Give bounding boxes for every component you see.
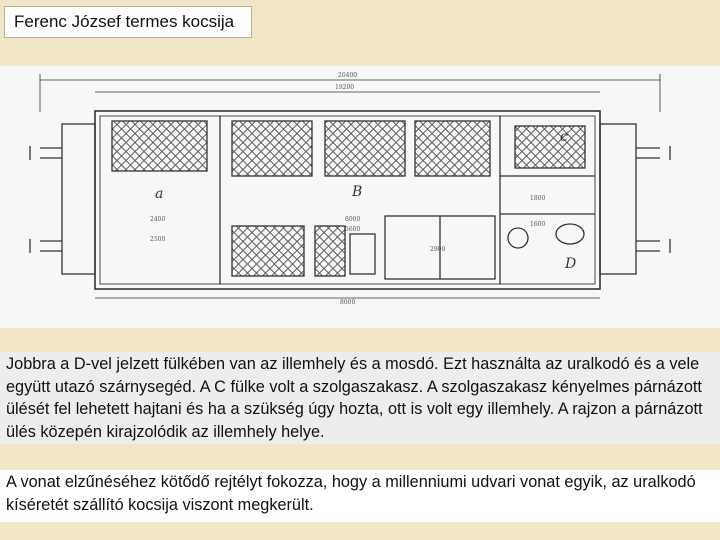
dim-a-top: 2400: [150, 216, 166, 223]
room-label-a: a: [155, 186, 164, 202]
floor-plan-svg: [0, 66, 720, 328]
dim-length-bottom: 8000: [340, 299, 356, 306]
railcar-floor-plan: [0, 66, 720, 328]
dim-body: 19200: [335, 84, 355, 91]
dim-a-bottom: 2500: [150, 236, 166, 243]
dim-overall: 26400: [338, 72, 358, 79]
slide-title: Ferenc József termes kocsija: [4, 6, 252, 38]
room-label-d: D: [565, 256, 577, 272]
dim-b-bottom: 2900: [430, 246, 446, 253]
room-label-b: B: [352, 184, 363, 200]
paragraph-toilet-description: Jobbra a D-vel jelzett fülkében van az illemhely és a mosdó. Ezt használta az uralkodó és a vele együtt utazó szárnysegéd. A C fülke volt a szolgaszakasz. A szolgaszakasz kényelmes párnázott ülését fel lehetett hajtani és ha a szükség úgy hozta, ott is volt egy illemhely. A rajzon a párnázott ülés közepén kirajzolódik az illemhely helye.: [0, 352, 720, 444]
dim-b-middle: 5600: [345, 226, 361, 233]
dim-b-top: 8000: [345, 216, 361, 223]
room-label-c: c: [560, 129, 568, 145]
dim-c-top: 1800: [530, 195, 546, 202]
dim-d-bottom: 1600: [530, 221, 546, 228]
paragraph-mystery: A vonat elzűnéséhez kötődő rejtélyt fokozza, hogy a millenniumi udvari vonat egyik, az uralkodó kíséretét szállító kocsija viszont megkerült.: [0, 470, 720, 522]
